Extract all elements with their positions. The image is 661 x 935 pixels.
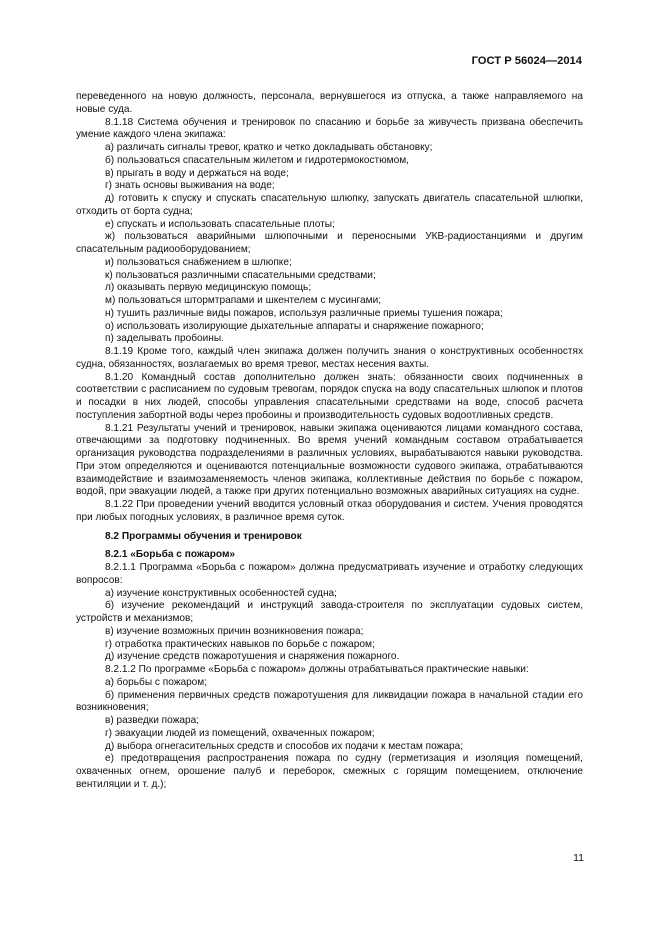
paragraph: 8.2.1.1 Программа «Борьба с пожаром» должна предусматривать изучение и отработку следующих вопросов: (76, 562, 583, 586)
list-item: д) выбора огнегасительных средств и способов их подачи к местам пожара; (105, 740, 464, 752)
list-item: м) пользоваться штормтрапами и шкентелем с мусингами; (105, 295, 382, 306)
list-item: б) применения первичных средств пожаротушения для ликвидации пожара в начальной стадии его возникновения; (76, 689, 583, 714)
paragraph: переведенного на новую должность, персонала, вернувшегося из отпуска, а также направляемого на новые суда. (76, 91, 583, 115)
paragraph: 8.1.20 Командный состав дополнительно должен знать: обязанности своих подчиненных в соответствии с расписанием по судовым тревогам, порядок спуска на воду спасательных шлюпок и плотов и посадки в них людей, способы управления спасательными средствами на воде, способ расчета поступления забортной воды через пробоины и производительность судовых водоотливных средств. (76, 371, 583, 421)
list-item: е) предотвращения распространения пожара по судну (герметизация и изоляция помещений, охваченных огнем, орошение палуб и переборок, смежных с горящим помещением, отключение вентиляции и т. д.); (76, 753, 583, 790)
list-item: в) изучение возможных причин возникновения пожара; (105, 625, 364, 637)
paragraph: 8.1.22 При проведении учений вводится условный отказ оборудования и систем. Учения проводятся при любых погодных условиях, в различное время суток. (76, 499, 583, 523)
list-item: а) борьбы с пожаром; (105, 676, 208, 688)
list-item: г) отработка практических навыков по борьбе с пожаром; (105, 638, 375, 650)
list-item: б) пользоваться спасательным жилетом и гидротермокостюмом, (105, 154, 409, 166)
paragraph: 8.1.21 Результаты учений и тренировок, навыки экипажа оцениваются лицами командного состава, отвечающими за подготовку подчиненных. Во время учений командным составом отрабатывается организация руководства подразделениями в различных условиях, вырабатываются навыки руководства. При этом определяются и оцениваются потенциальные возможности судового экипажа, отрабатываются взаимодействие и взаимозаменяемость членов экипажа, коллективные действия по борьбе с пожаром, водой, при эвакуации людей, а также при других потенциально возможных аварийных ситуациях на судне. (76, 422, 583, 498)
document-header: ГОСТ Р 56024—2014 (471, 55, 582, 67)
list-item: к) пользоваться различными спасательными средствами; (105, 269, 376, 281)
document-body (76, 91, 583, 792)
subsection-heading: 8.2.1 «Борьба с пожаром» (105, 549, 236, 561)
list-item: б) изучение рекомендаций и инструкций завода-строителя по эксплуатации судовых систем, устройств и механизмов; (76, 600, 583, 624)
list-item: д) изучение средств пожаротушения и снаряжения пожарного. (105, 651, 400, 663)
paragraph: 8.1.19 Кроме того, каждый член экипажа должен получить знания о конструктивных особенностях судна, обязанностях, возлагаемых во время тревог, местах несения вахты. (76, 346, 583, 370)
paragraph: 8.2.1.2 По программе «Борьба с пожаром» должны отрабатываться практические навыки: (105, 664, 529, 675)
section-heading: 8.2 Программы обучения и тренировок (105, 530, 302, 542)
list-item: г) знать основы выживания на воде; (105, 180, 275, 192)
page-number: 11 (573, 852, 584, 864)
list-item: а) различать сигналы тревог, кратко и четко докладывать обстановку; (105, 142, 433, 153)
list-item: ж) пользоваться аварийными шлюпочными и переносными УКВ-радиостанциями и другим спасательным радиооборудованием; (76, 231, 583, 255)
list-item: д) готовить к спуску и спускать спасательную шлюпку, запускать двигатель спасательной шлюпки, отходить от борта судна; (76, 193, 583, 217)
list-item: г) эвакуации людей из помещений, охваченных пожаром; (105, 727, 375, 739)
list-item: а) изучение конструктивных особенностей судна; (105, 587, 337, 599)
paragraph: 8.1.18 Система обучения и тренировок по спасанию и борьбе за живучесть призвана обеспечить умение каждого члена экипажа: (76, 116, 583, 141)
list-item: в) разведки пожара; (105, 715, 200, 726)
list-item: п) заделывать пробоины. (105, 333, 224, 345)
list-item: в) прыгать в воду и держаться на воде; (105, 167, 289, 179)
list-item: е) спускать и использовать спасательные плоты; (105, 218, 335, 230)
list-item: н) тушить различные виды пожаров, используя различные приемы тушения пожара; (105, 307, 503, 319)
list-item: и) пользоваться снабжением в шлюпке; (105, 256, 292, 268)
list-item: л) оказывать первую медицинскую помощь; (105, 282, 312, 294)
list-item: о) использовать изолирующие дыхательные аппараты и снаряжение пожарного; (105, 320, 484, 332)
